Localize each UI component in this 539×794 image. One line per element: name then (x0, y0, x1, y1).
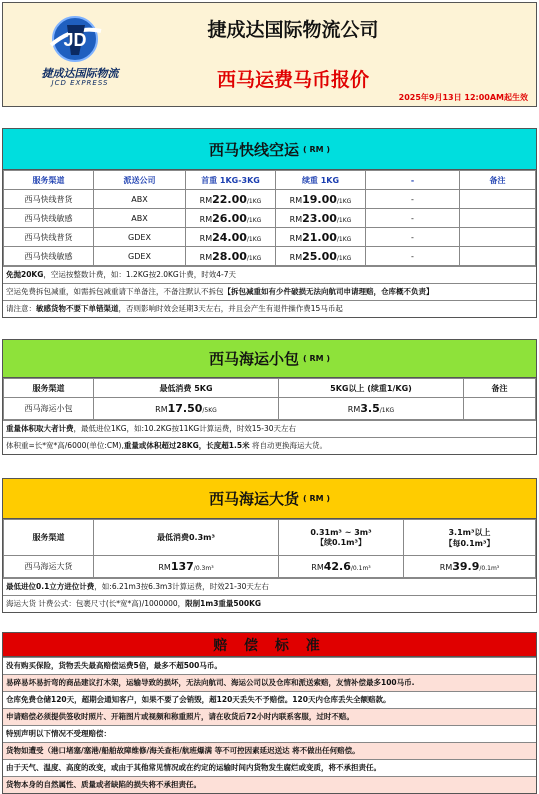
channel-cell: 西马快线敏感 (4, 209, 94, 228)
air-note-1: 免抛20KG，空运按整数计费，如：1.2KG按2.0KG计费，时效4-7天 (3, 266, 536, 283)
col-header: 5KG以上 (续重1/KG) (279, 379, 464, 398)
table-header-row (4, 171, 536, 190)
compensation-line: 申请赔偿必须提供签收时照片、开箱图片或视频和称重照片，请在收货后72小时内联系客服，过时不赔。 (3, 708, 536, 725)
compensation-line: 特别声明以下情况不受理赔偿： (3, 725, 536, 742)
sea-small-note-1: 重量体积取大者计费，最低进位1KG，如:10.2KG按11KG计算运费，时效15-30天左右 (3, 420, 536, 437)
sea-small-parcel-section (2, 339, 537, 455)
carrier-cell: GDEX (94, 228, 186, 247)
compensation-line: 仓库免费仓储120天，超期会通知客户，如果不要了会销毁，超120天丢失不予赔偿。120天内仓库丢失全额赔款。 (3, 691, 536, 708)
section-title: 西马海运大货 (208, 490, 299, 508)
globe-logo-icon (45, 15, 105, 63)
sea-small-rate-table (3, 378, 536, 420)
col-header: 最低消费 5KG (94, 379, 279, 398)
svg-text:JD: JD (63, 30, 87, 50)
col-header: 备注 (460, 171, 536, 190)
channel-cell: 西马快线普货 (4, 228, 94, 247)
extra-cell: - (366, 228, 460, 247)
remark-cell (460, 228, 536, 247)
page-header (2, 2, 537, 107)
compensation-section (2, 632, 537, 794)
col-header: 续重 1KG (276, 171, 366, 190)
remark-cell (460, 190, 536, 209)
channel-cell: 西马快线普货 (4, 190, 94, 209)
compensation-line: 易碎易坏易折弯的商品建议打木架，运输导致的损坏，无法向航司、海运公司以及仓库和派送索赔，友情补偿最多100马币. (3, 674, 536, 691)
first-weight-price: RM26.00/1KG (186, 209, 276, 228)
extra-cell: - (366, 247, 460, 266)
table-row (4, 398, 536, 420)
section-title: 西马海运小包 (208, 350, 299, 368)
channel-cell: 西马海运小包 (4, 398, 94, 420)
page-title: 西马运费马币报价 (216, 69, 369, 91)
col-header: 3.1m³以上 【每0.1m³】 (404, 520, 536, 556)
section-title-bar (3, 479, 536, 519)
remark-cell (460, 247, 536, 266)
remark-cell (460, 209, 536, 228)
remark-cell (464, 398, 536, 420)
continued-weight-price: RM25.00/1KG (276, 247, 366, 266)
extra-cell: - (366, 209, 460, 228)
compensation-line: 没有购买保险，货物丢失最高赔偿运费5倍，最多不超500马币。 (3, 657, 536, 674)
table-row (4, 556, 536, 578)
table-header-row (4, 520, 536, 556)
company-logo (35, 13, 125, 93)
sea-bulk-note-2: 海运大货 计费公式：包裹尺寸(长*宽*高)/1000000，限制1m3重量500KG (3, 595, 536, 612)
section-title-bar (3, 129, 536, 170)
air-express-section (2, 128, 537, 318)
carrier-cell: ABX (94, 190, 186, 209)
carrier-cell: ABX (94, 209, 186, 228)
section-title: 西马快线空运 (208, 140, 299, 159)
table-header-row (4, 379, 536, 398)
continued-weight-price: RM21.00/1KG (276, 228, 366, 247)
channel-cell: 西马海运大货 (4, 556, 94, 578)
logo-chinese-name: 捷成达国际物流 (41, 67, 119, 80)
table-row (4, 247, 536, 266)
channel-cell: 西马快线敏感 (4, 247, 94, 266)
col-header: 派送公司 (94, 171, 186, 190)
effective-date: 2025年9月13日 12:00AM起生效 (398, 93, 528, 102)
section-title-bar (3, 633, 536, 657)
first-weight-price: RM28.00/1KG (186, 247, 276, 266)
col-header: 0.31m³ ~ 3m³ 【续0.1m³】 (279, 520, 404, 556)
extra-cell: - (366, 190, 460, 209)
logo-english-name: JCD EXPRESS (51, 79, 109, 87)
section-title: 赔 偿 标 准 (213, 637, 326, 654)
table-row (4, 190, 536, 209)
air-note-2: 空运免费拆包减重，如需拆包减重请下单备注，不备注默认不拆包【拆包减重如有少件破损无法向航司申请理赔，仓库概不负责】 (3, 283, 536, 300)
section-title-bar (3, 340, 536, 378)
col-header: 最低消费0.3m³ (94, 520, 279, 556)
min-charge-price: RM137/0.3m³ (94, 556, 279, 578)
compensation-line: 货物如遭受（港口堵塞/塞港/船舶故障维修/海关查柜/航班爆满 等不可控因素延迟送达 将不做出任何赔偿。 (3, 742, 536, 759)
sea-bulk-note-1: 最低进位0.1立方进位计费，如:6.21m3按6.3m3计算运费，时效21-30天左右 (3, 578, 536, 595)
air-rate-table (3, 170, 536, 266)
continued-weight-price: RM19.00/1KG (276, 190, 366, 209)
sea-bulk-rate-table (3, 519, 536, 578)
col-header: - (366, 171, 460, 190)
carrier-cell: GDEX (94, 247, 186, 266)
min-charge-price: RM17.50/5KG (94, 398, 279, 420)
sea-small-note-2: 体积重=长*宽*高/6000(单位:CM),重量或体积超过28KG，长度超1.5米 将自动更换海运大货。 (3, 437, 536, 454)
table-row (4, 228, 536, 247)
currency-unit: ( RM ) (303, 144, 331, 154)
col-header: 服务渠道 (4, 520, 94, 556)
first-weight-price: RM24.00/1KG (186, 228, 276, 247)
air-note-3: 请注意：敏感货物不要下单错渠道，否则影响时效会延期3天左右，并且会产生有退件操作费15马币起 (3, 300, 536, 317)
high-volume-price: RM39.9/0.1m³ (404, 556, 536, 578)
col-header: 备注 (464, 379, 536, 398)
over-weight-price: RM3.5/1KG (279, 398, 464, 420)
col-header: 服务渠道 (4, 379, 94, 398)
currency-unit: ( RM ) (303, 494, 331, 503)
compensation-line: 由于天气、温度、高度的改变，或由于其他常见情况或在约定的运输时间内货物发生腐烂或变质，将不承担责任。 (3, 759, 536, 776)
col-header: 首重 1KG-3KG (186, 171, 276, 190)
sea-bulk-cargo-section (2, 478, 537, 613)
first-weight-price: RM22.00/1KG (186, 190, 276, 209)
compensation-line: 货物本身的自然属性、质量或者缺陷的损失将不承担责任。 (3, 776, 536, 793)
currency-unit: ( RM ) (303, 354, 331, 363)
continued-weight-price: RM23.00/1KG (276, 209, 366, 228)
col-header: 服务渠道 (4, 171, 94, 190)
table-row (4, 209, 536, 228)
mid-volume-price: RM42.6/0.1m³ (279, 556, 404, 578)
company-name: 捷成达国际物流公司 (207, 19, 379, 41)
